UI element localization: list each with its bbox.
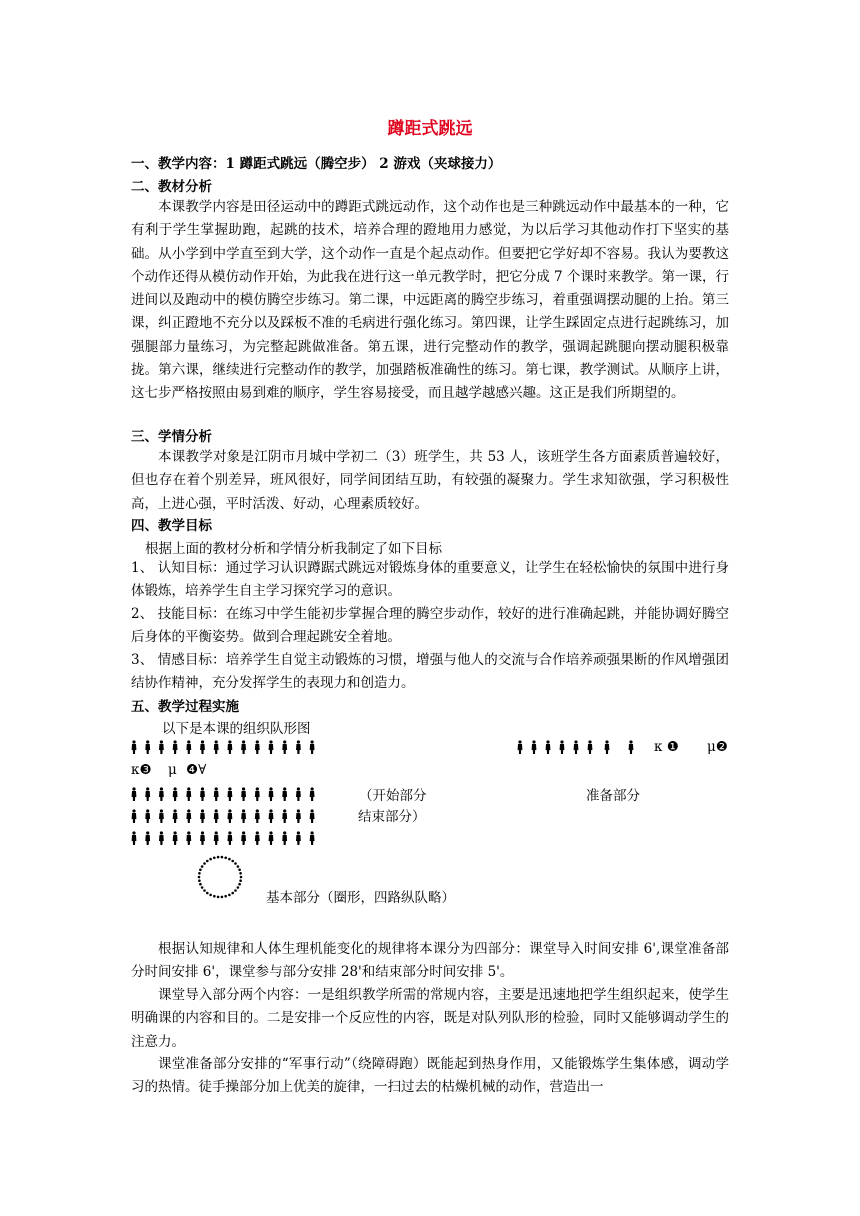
person-icon <box>214 740 219 754</box>
person-icon <box>132 809 137 823</box>
circle-person-dot <box>198 876 201 879</box>
person-icon <box>186 740 191 754</box>
formation-caption: 以下是本课的组织队形图 <box>162 721 311 737</box>
circle-person-dot <box>209 858 212 861</box>
person-icon <box>214 831 219 845</box>
person-icon <box>629 740 634 754</box>
section-1-heading: 一、教学内容：1 蹲距式跳远（腾空步） 2 游戏（夹球接力） <box>131 156 502 172</box>
person-icon <box>173 787 178 801</box>
person-icon <box>173 831 178 845</box>
circle-person-dot <box>203 862 206 865</box>
section-4-intro: 根据上面的教材分析和学情分析我制定了如下目标 <box>145 541 442 557</box>
person-icon <box>574 740 579 754</box>
person-icon <box>173 809 178 823</box>
person-icon <box>296 831 301 845</box>
section-3-text: 本课教学对象是江阴市月城中学初二（3）班学生，共 53 人，该班学生各方面素质普遍较好，但也存在着个别差异，班风很好，同学间团结互助，有较强的凝聚力。学生求知欲强，学习积极性高，上进心强，平时活泼、好动，心理素质较好。 <box>131 449 729 512</box>
person-icon <box>241 740 246 754</box>
circle-person-dot <box>221 856 224 859</box>
symbol-4: ❹∀ <box>186 762 207 778</box>
circle-person-dot <box>198 872 201 875</box>
circle-person-dot <box>198 879 201 882</box>
symbol-m: μ <box>168 762 177 778</box>
person-icon <box>282 809 287 823</box>
person-icon <box>588 740 593 754</box>
circle-person-dot <box>201 886 204 889</box>
row-1-right-people <box>518 740 634 754</box>
person-icon <box>241 787 246 801</box>
label-prep-part: 准备部分 <box>586 788 640 804</box>
section-5-heading: 五、教学过程实施 <box>131 699 239 715</box>
person-icon <box>159 787 164 801</box>
section-4-heading: 四、教学目标 <box>131 518 212 534</box>
person-icon <box>228 787 233 801</box>
person-icon <box>145 809 150 823</box>
circle-person-dot <box>201 865 204 868</box>
person-icon <box>132 740 137 754</box>
paragraph-1: 根据认知规律和人体生理机能变化的规律将本课分为四部分：课堂导入时间安排 6',课堂准备部分时间安排 6'，课堂参与部分安排 28'和结束部分时间安排 5'。 <box>131 941 729 981</box>
person-icon <box>200 831 205 845</box>
person-icon <box>214 787 219 801</box>
person-icon <box>310 809 315 823</box>
person-icon <box>310 831 315 845</box>
circle-person-dot <box>234 862 237 865</box>
person-icon <box>241 809 246 823</box>
person-icon <box>296 740 301 754</box>
circle-formation <box>198 856 243 898</box>
person-icon <box>159 809 164 823</box>
person-icon <box>200 787 205 801</box>
circle-person-dot <box>231 860 234 863</box>
person-icon <box>255 740 260 754</box>
circle-person-dot <box>213 857 216 860</box>
person-icon <box>200 740 205 754</box>
circle-person-dot <box>203 889 206 892</box>
circle-person-dot <box>228 858 231 861</box>
person-icon <box>255 787 260 801</box>
rows-grid-people <box>132 787 315 845</box>
section-2-heading: 二、教材分析 <box>131 179 212 195</box>
person-icon <box>186 809 191 823</box>
person-icon <box>186 787 191 801</box>
person-icon <box>296 809 301 823</box>
person-icon <box>132 787 137 801</box>
person-icon <box>145 831 150 845</box>
person-icon <box>310 740 315 754</box>
person-icon <box>255 831 260 845</box>
circle-person-dot <box>217 896 220 899</box>
person-icon <box>214 809 219 823</box>
person-icon <box>228 809 233 823</box>
person-icon <box>296 787 301 801</box>
circle-person-dot <box>199 869 202 872</box>
symbol-k1: κ ❶ <box>654 739 679 755</box>
document-title: 蹲距式跳远 <box>387 119 473 139</box>
circle-person-dot <box>217 856 220 859</box>
person-icon <box>269 787 274 801</box>
person-icon <box>159 740 164 754</box>
circle-person-dot <box>231 892 234 895</box>
person-icon <box>546 740 551 754</box>
person-icon <box>310 787 315 801</box>
person-icon <box>518 740 523 754</box>
circle-person-dot <box>237 886 240 889</box>
circle-person-dot <box>224 857 227 860</box>
person-icon <box>228 740 233 754</box>
circle-person-dot <box>238 869 241 872</box>
circle-person-dot <box>221 896 224 899</box>
person-icon <box>200 809 205 823</box>
person-icon <box>560 740 565 754</box>
person-icon <box>282 740 287 754</box>
label-start-part: （开始部分 <box>359 788 427 804</box>
symbol-m2: μ❷ <box>707 739 728 755</box>
paragraph-3: 课堂准备部分安排的“军事行动”（绕障碍跑）既能起到热身作用，又能锻炼学生集体感，调动学习的热情。徒手操部分加上优美的旋律，一扫过去的枯燥机械的动作，营造出一 <box>131 1056 729 1096</box>
person-icon <box>269 740 274 754</box>
circle-person-dot <box>238 883 241 886</box>
person-icon <box>145 787 150 801</box>
person-icon <box>241 831 246 845</box>
circle-person-dot <box>199 883 202 886</box>
person-icon <box>255 809 260 823</box>
section-3-heading: 三、学情分析 <box>131 429 212 445</box>
circle-person-dot <box>239 872 242 875</box>
circle-person-dot <box>224 895 227 898</box>
circle-person-dot <box>206 892 209 895</box>
goal-3: 3、 情感目标：培养学生自觉主动锻炼的习惯，增强与他人的交流与合作培养顽强果断的作风增强团结协作精神，充分发挥学生的表现力和创造力。 <box>131 652 729 692</box>
person-icon <box>159 831 164 845</box>
circle-person-dot <box>206 860 209 863</box>
person-icon <box>605 740 610 754</box>
goal-2: 2、 技能目标：在练习中学生能初步掌握合理的腾空步动作，较好的进行准确起跳，并能协调好腾空后身体的平衡姿势。做到合理起跳安全着地。 <box>131 606 729 646</box>
symbol-k3: κ❸ <box>131 762 152 778</box>
circle-person-dot <box>240 876 243 879</box>
circle-person-dot <box>213 895 216 898</box>
circle-person-dot <box>209 894 212 897</box>
person-icon <box>132 831 137 845</box>
person-icon <box>282 787 287 801</box>
person-icon <box>173 740 178 754</box>
label-end-part: 结束部分） <box>358 809 426 825</box>
goal-1: 1、 认知目标：通过学习认识蹲踞式跳远对锻炼身体的重要意义，让学生在轻松愉快的氛围中进行身体锻炼，培养学生自主学习探究学习的意识。 <box>131 560 729 600</box>
label-basic-part: 基本部分（圈形，四路纵队略） <box>266 890 455 906</box>
person-icon <box>228 831 233 845</box>
person-icon <box>532 740 537 754</box>
person-icon <box>186 831 191 845</box>
circle-person-dot <box>237 865 240 868</box>
circle-person-dot <box>234 889 237 892</box>
person-icon <box>282 831 287 845</box>
circle-person-dot <box>239 879 242 882</box>
paragraph-2: 课堂导入部分两个内容：一是组织教学所需的常规内容，主要是迅速地把学生组织起来，使学生明确课的内容和目的。二是安排一个反应性的内容，既是对队列队形的检验，同时又能够调动学生的注意力。 <box>131 987 729 1050</box>
person-icon <box>269 809 274 823</box>
person-icon <box>145 740 150 754</box>
circle-person-dot <box>228 894 231 897</box>
person-icon <box>269 831 274 845</box>
row-1-left-people <box>132 740 315 754</box>
section-2-text: 本课教学内容是田径运动中的蹲距式跳远动作，这个动作也是三种跳远动作中最基本的一种，它有利于学生掌握助跑，起跳的技术，培养合理的蹬地用力感觉，为以后学习其他动作打下坚实的基础。从小学到中学直至到大学，这个动作一直是个起点动作。但要把它学好却不容易。我认为要教这个动作还得从模仿动作开始，为此我在进行这一单元教学时，把它分成 7 个课时来教学。第一课，行进间以及跑动中的模仿腾空步练习。第二课，中远距离的腾空步练习，着重强调摆动腿的上抬。第三课，纠正蹬地不充分以及踩板不准的毛病进行强化练习。第四课，让学生踩固定点进行起跳练习，加强腿部力量练习，为完整起跳做准备。第五课，进行完整动作的教学，强调起跳腿向摆动腿积极靠拢。第六课，继续进行完整动作的教学，加强踏板准确性的练习。第七课，教学测试。从顺序上讲，这七步严格按照由易到难的顺序，学生容易接受，而且越学越感兴趣。这正是我们所期望的。 <box>131 199 729 402</box>
